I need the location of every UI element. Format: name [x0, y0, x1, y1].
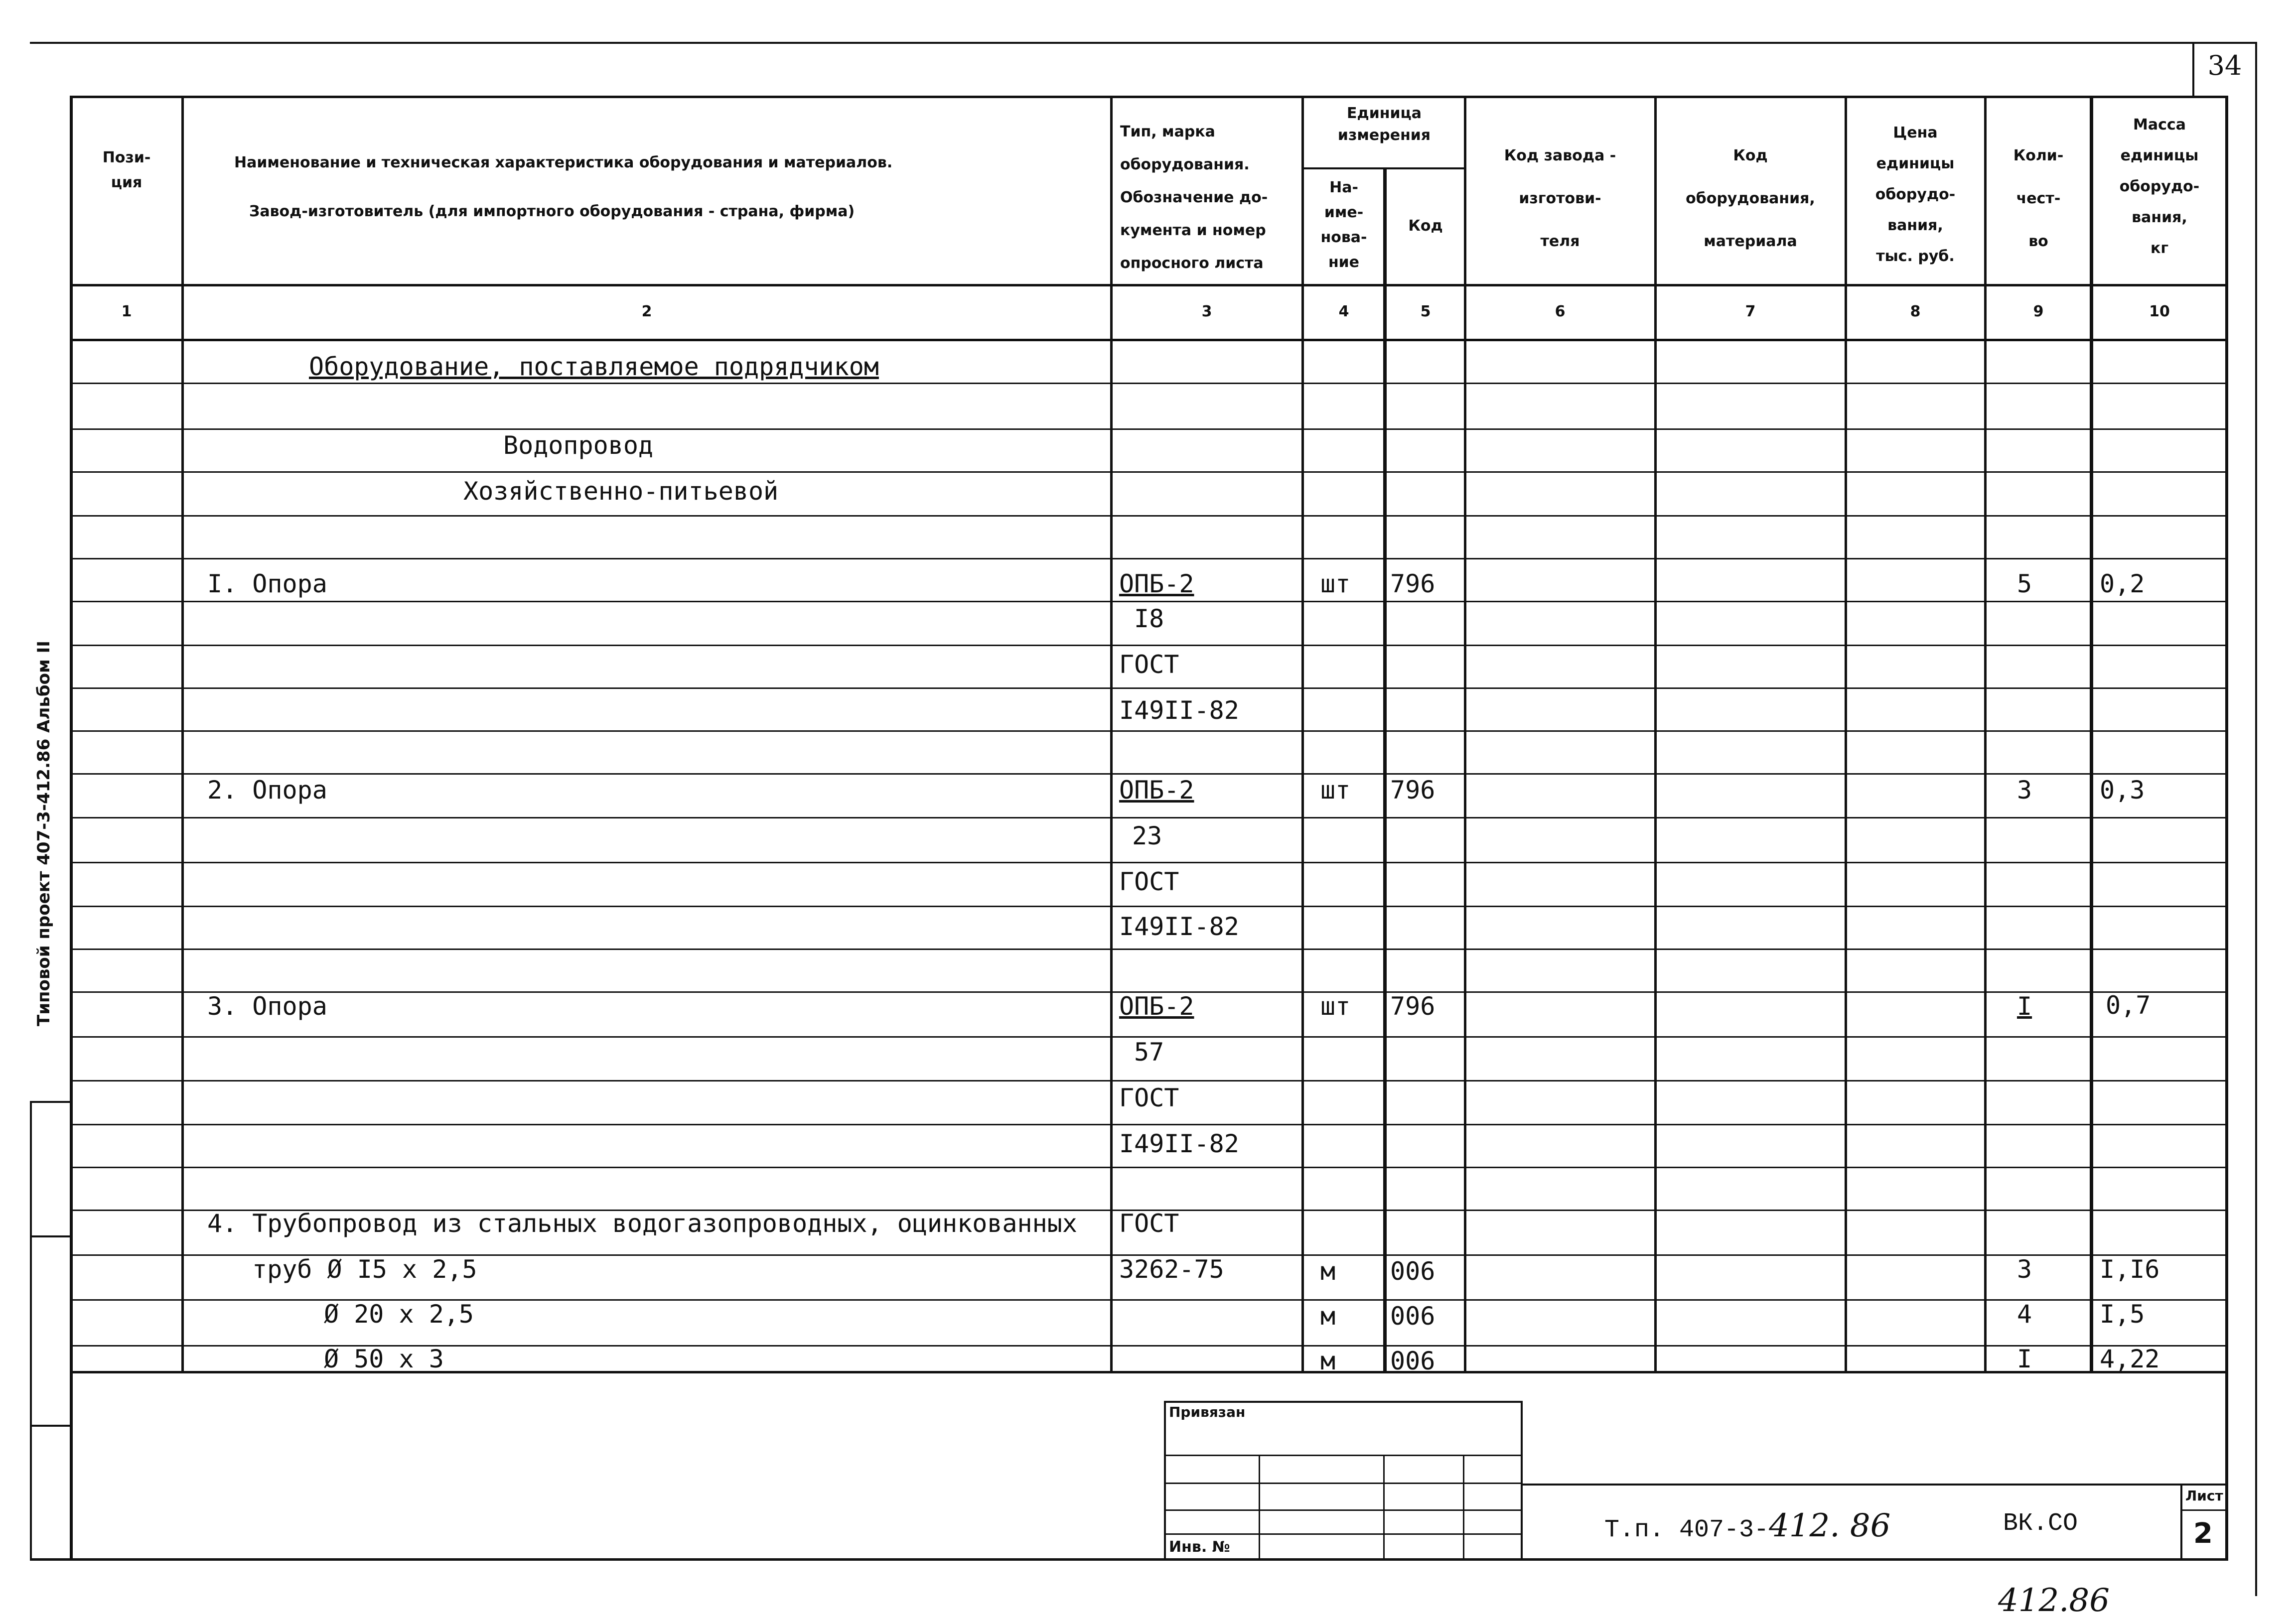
item-1-gost-no: I49II-82: [1119, 696, 1239, 725]
row-rule: [70, 862, 2228, 863]
item-1-name: I. Опора: [207, 569, 327, 598]
item-2-unit: шт: [1320, 776, 1351, 805]
colnum-5: 5: [1420, 303, 1431, 320]
pipe-3-qty: I: [2017, 1345, 2032, 1373]
colnum-10: 10: [2149, 303, 2170, 320]
item-3-mass: 0,7: [2106, 991, 2151, 1020]
colnum-6: 6: [1555, 303, 1566, 320]
row-rule: [70, 730, 2228, 732]
header-col8: Цена единицы оборудо- вания, тыс. руб.: [1875, 124, 1956, 265]
pipe-1-code: 006: [1390, 1257, 1435, 1286]
row-rule: [70, 773, 2228, 775]
header-col3: Тип, марка оборудования. Обозначение до- кумента и номер опросного листа: [1120, 123, 1268, 272]
pipe-1-mass: I,I6: [2100, 1255, 2160, 1284]
top-rule: [30, 42, 2257, 44]
colnum-2: 2: [641, 303, 652, 320]
item-4-gost: ГОСТ: [1119, 1209, 1179, 1238]
colnum-4: 4: [1338, 303, 1349, 320]
pipe-3-name: Ø 50 x 3: [324, 1345, 444, 1373]
pipe-2-unit: м: [1320, 1302, 1336, 1331]
header-col6: Код завода - изготови- теля: [1504, 147, 1616, 250]
item-2-qty: 3: [2017, 776, 2032, 805]
header-col7: Код оборудования, материала: [1686, 147, 1815, 250]
pipe-2-qty: 4: [2017, 1300, 2032, 1329]
item-2-mass: 0,3: [2100, 776, 2145, 805]
row-rule: [70, 817, 2228, 818]
item-1-code: 796: [1390, 569, 1435, 598]
colnum-1: 1: [121, 303, 132, 320]
pipe-1-unit: м: [1320, 1257, 1336, 1286]
row-rule: [70, 687, 2228, 689]
doc-designation: Т.п. 407-3-412. 86: [1604, 1507, 1891, 1544]
colnum-3: 3: [1201, 303, 1212, 320]
doc-code: ВК.СО: [2003, 1509, 2078, 1538]
item-1-unit: шт: [1320, 569, 1351, 598]
item-2-type: ОПБ-2: [1119, 776, 1194, 805]
row-rule: [70, 515, 2228, 517]
item-3-type-size: 57: [1134, 1038, 1164, 1067]
colnum-7: 7: [1745, 303, 1756, 320]
item-3-qty: I: [2017, 992, 2032, 1021]
item-3-unit: шт: [1320, 992, 1351, 1021]
item-2-gost-no: I49II-82: [1119, 912, 1239, 941]
section-water: Водопровод: [503, 431, 654, 460]
row-rule: [70, 471, 2228, 473]
item-3-type: ОПБ-2: [1119, 992, 1194, 1021]
row-rule: [70, 428, 2228, 430]
header-col1: Пози- ция: [102, 149, 151, 191]
stamp-sheet-label: Лист: [2185, 1488, 2223, 1504]
row-rule: [70, 339, 2228, 340]
header-col4: На- име- нова- ние: [1320, 179, 1367, 271]
pipe-2-name: Ø 20 x 2,5: [324, 1300, 474, 1329]
header-col5: Код: [1408, 217, 1443, 235]
pipe-3-unit: м: [1320, 1347, 1336, 1375]
item-1-gost: ГОСТ: [1119, 650, 1179, 679]
right-margin-line: [2255, 42, 2257, 1596]
item-3-name: 3. Опора: [207, 992, 327, 1021]
row-rule: [70, 645, 2228, 646]
row-rule: [70, 601, 2228, 602]
item-1-type: ОПБ-2: [1119, 569, 1194, 598]
section-drinking: Хозяйственно-питьевой: [463, 477, 779, 506]
colnum-9: 9: [2033, 303, 2044, 320]
frame-right: [2225, 96, 2228, 1560]
item-1-mass: 0,2: [2100, 569, 2145, 598]
item-3-gost: ГОСТ: [1119, 1083, 1179, 1112]
item-2-type-size: 23: [1132, 821, 1162, 850]
item-2-code: 796: [1390, 776, 1435, 805]
pipe-3-mass: 4,22: [2100, 1345, 2160, 1373]
item-4-name: 4. Трубопровод из стальных водогазопроводных, оцинкованных: [207, 1209, 1077, 1238]
section-supplier: Оборудование, поставляемое подрядчиком: [309, 352, 879, 381]
row-rule: [70, 906, 2228, 907]
header-col10: Масса единицы оборудо- вания, кг: [2119, 116, 2200, 257]
row-rule: [70, 1080, 2228, 1082]
item-3-gost-no: I49II-82: [1119, 1129, 1239, 1158]
header-unit-group: Единица измерения: [1337, 105, 1431, 144]
pipe-2-mass: I,5: [2100, 1300, 2145, 1329]
stamp-bound-label: Привязан: [1169, 1404, 1246, 1420]
item-1-type-size: I8: [1134, 604, 1164, 633]
item-4-gost-no: 3262-75: [1119, 1255, 1224, 1284]
row-rule: [70, 383, 2228, 384]
row-rule: [70, 558, 2228, 559]
item-3-code: 796: [1390, 992, 1435, 1021]
colnum-8: 8: [1910, 303, 1921, 320]
pipe-3-code: 006: [1390, 1347, 1435, 1375]
item-2-gost: ГОСТ: [1119, 867, 1179, 896]
item-1-qty: 5: [2017, 569, 2032, 598]
frame-bottom: [30, 1558, 2228, 1561]
item-2-name: 2. Опора: [207, 776, 327, 805]
stamp-inv-label: Инв. №: [1169, 1538, 1230, 1556]
stamp-sheet-value: 2: [2193, 1517, 2213, 1550]
pipe-2-code: 006: [1390, 1302, 1435, 1331]
pipe-1-name: труб Ø I5 x 2,5: [252, 1255, 477, 1284]
sheet-number: 34: [2207, 50, 2242, 81]
bottom-handwritten-note: 412.86: [1998, 1582, 2110, 1619]
pipe-1-qty: 3: [2017, 1255, 2032, 1284]
header-col2: Наименование и техническая характеристика оборудования и материалов. Завод-изготовитель (для импортного оборудования - страна, фирма): [234, 154, 893, 220]
row-rule: [70, 1167, 2228, 1168]
row-rule: [70, 948, 2228, 950]
left-margin-text: Типовой проект 407-3-412.86 Альбом II: [34, 641, 54, 1026]
row-rule: [70, 1124, 2228, 1125]
header-col9: Коли- чест- во: [2013, 147, 2064, 250]
